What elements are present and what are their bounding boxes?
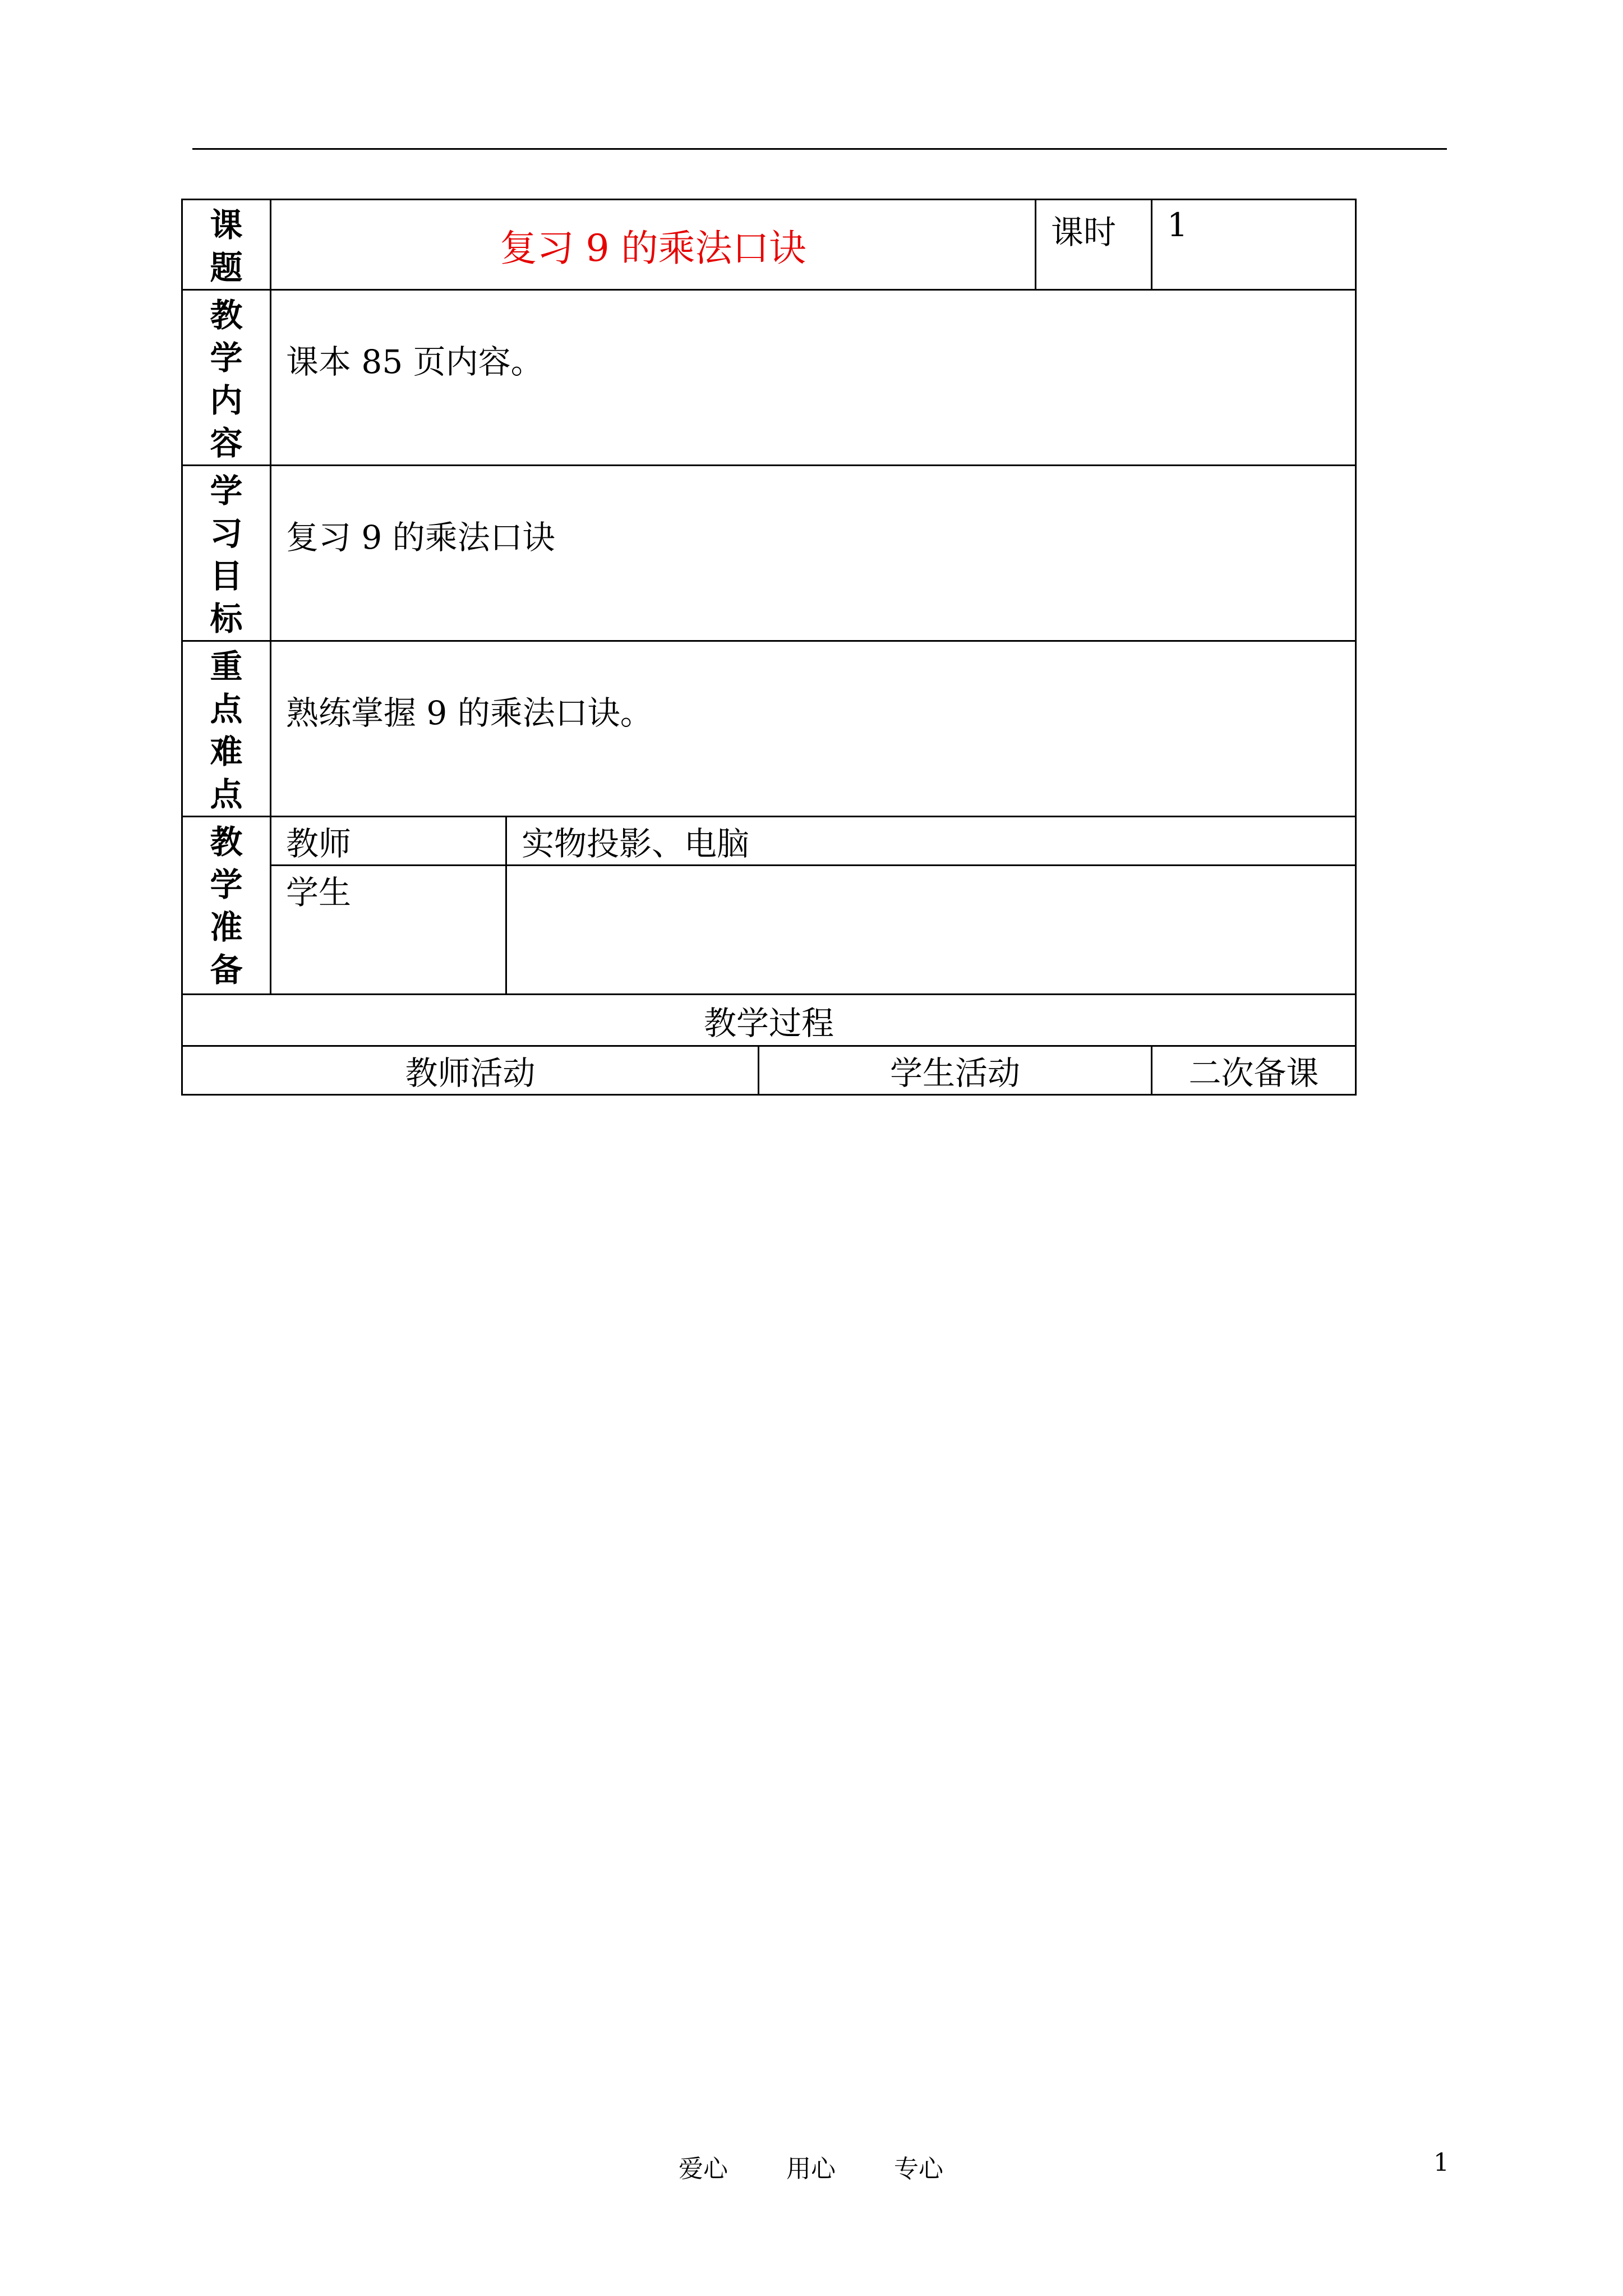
row-columns <box>182 1046 1356 1095</box>
row-prep-teacher <box>182 817 1356 866</box>
prep-teacher-value: 实物投影、电脑 <box>506 817 1356 866</box>
row-topic <box>182 200 1356 290</box>
page-number: 1 <box>1433 2148 1449 2177</box>
footer-item: 用心 <box>786 2155 836 2183</box>
column-teacher-activity: 教师活动 <box>182 1046 759 1095</box>
prep-student-label: 学生 <box>271 866 506 995</box>
goal-text: 复习 9 的乘法口诀 <box>271 466 1356 641</box>
label-goal: 学 习 目 标 <box>182 466 271 641</box>
label-content: 教 学 内 容 <box>182 290 271 466</box>
row-prep-student <box>182 866 1356 995</box>
row-content <box>182 290 1356 466</box>
label-topic: 课 题 <box>182 200 271 290</box>
column-second-prep: 二次备课 <box>1152 1046 1356 1095</box>
header-rule <box>192 148 1447 150</box>
content-text: 课本 85 页内容。 <box>271 290 1356 466</box>
row-key <box>182 641 1356 817</box>
process-title: 教学过程 <box>182 995 1356 1046</box>
footer-item: 专心 <box>894 2155 943 2183</box>
column-student-activity: 学生活动 <box>759 1046 1152 1095</box>
row-goal <box>182 466 1356 641</box>
lesson-title: 复习 9 的乘法口诀 <box>271 200 1036 290</box>
prep-teacher-label: 教师 <box>271 817 506 866</box>
period-value: 1 <box>1152 200 1356 290</box>
row-process-title <box>182 995 1356 1046</box>
label-prep: 教 学 准 备 <box>182 817 271 995</box>
key-text: 熟练掌握 9 的乘法口诀。 <box>271 641 1356 817</box>
label-key: 重 点 难 点 <box>182 641 271 817</box>
prep-student-value <box>506 866 1356 995</box>
period-label: 课时 <box>1036 200 1152 290</box>
lesson-plan-table <box>181 199 1357 1096</box>
footer-item: 爱心 <box>679 2155 728 2183</box>
footer-motto <box>679 2148 994 2184</box>
